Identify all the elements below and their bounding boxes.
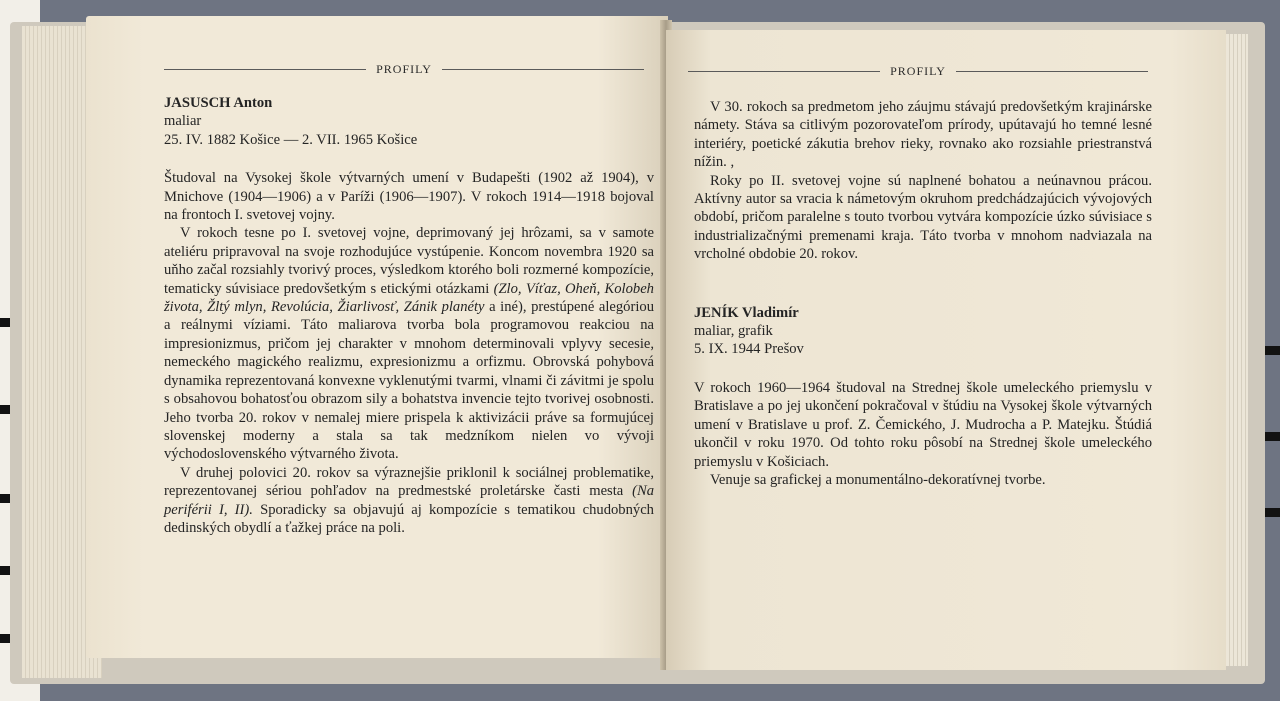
right-page <box>666 30 1226 670</box>
paragraph: V 30. rokoch sa predmetom jeho záujmu stávajú predovšetkým krajinárske námety. Stáva sa citlivým pozorovateľom prírody, upútavajú ho temné lesné interiéry, poetické zákutia brehov rieky, rovnako ako rozsiahle priestranstvá nížin. , <box>694 99 1152 171</box>
paragraph: V rokoch 1960—1964 študoval na Strednej škole umeleckého priemyslu v Bratislave a po jej ukončení pokračoval v štúdiu na Vysokej škole výtvarných umení v Bratislave u prof. Z. Čemického, J. Mudrocha a P. Matejku. Štúdiá ukončil v roku 1970. Od tohto roku pôsobí na Strednej škole umeleckého priemyslu v Košiciach. <box>694 379 1152 470</box>
right-page-text <box>694 98 1152 489</box>
artist-dates: 5. IX. 1944 Prešov <box>694 341 804 358</box>
left-page-text <box>164 94 654 537</box>
paragraph: Roky po II. svetovej vojne sú naplnené bohatou a neúnavnou prácou. Aktívny autor sa vracia k námetovým okruhom predchádzajúcich vývojových období, pričom paralelne s touto tvorbou vytvára kompozície úzko súvisiace s industrializačnými premenami kraja. Táto tvorba v mnohom nadviazala na vrcholné obdobie 20. rokov. <box>694 172 1152 263</box>
artist-dates: 25. IV. 1882 Košice — 2. VII. 1965 Košice <box>164 131 418 148</box>
artist-name: JASUSCH Anton <box>164 95 273 111</box>
spacer <box>694 264 1152 304</box>
spacer <box>164 149 654 169</box>
artist-role: maliar, grafik <box>694 323 773 340</box>
paragraph: Venuje sa grafickej a monumentálno-dekoratívnej tvorbe. <box>710 471 1046 488</box>
work-titles: (Na periférii I, II). <box>164 483 654 518</box>
header-label: PROFILY <box>890 64 946 78</box>
header-rule <box>442 69 644 70</box>
paragraph <box>164 224 654 463</box>
spacer <box>694 359 1152 379</box>
header-rule <box>956 71 1148 72</box>
artist-role: maliar <box>164 113 202 130</box>
paragraph <box>164 464 654 538</box>
right-page-header <box>688 64 1148 79</box>
header-rule <box>688 71 880 72</box>
paragraph-text: Sporadicky sa objavujú aj kompozície s tematikou chudobných dedinských obydlí a ťažkej práce na poli. <box>164 501 654 536</box>
artist-name: JENÍK Vladimír <box>694 304 799 321</box>
left-page <box>86 16 668 658</box>
header-label: PROFILY <box>376 62 432 76</box>
paragraph: Študoval na Vysokej škole výtvarných umení v Budapešti (1902 až 1904), v Mnichove (1904—1906) a v Paríži (1906—1907). V rokoch 1914—1918 bojoval na frontoch I. svetovej vojny. <box>164 170 654 224</box>
paragraph-text: a iné), prestúpené alegóriou a reálnymi víziami. Táto maliarova tvorba bola programovou reakciou na impresionizmus, pričom jej charakter v mnohom determinovali vplyvy secesie, nemeckého magického realizmu, expresionizmu a orfizmu. Obrovská pohybová dynamika reprezentovaná konvexne vyklenutými tvarmi, vlnami či závitmi je spolu s obsahovou bohatosťou obrazom sily a bohatstva invencie tejto tvorivej osobnosti. Jeho tvorba 20. rokov v nemalej miere prispela k aktivizácii práve sa formujúcej slovenskej moderny a stala sa tak medzníkom nielen vo vývoji východoslovenského výtvarného života. <box>164 299 654 463</box>
header-rule <box>164 69 366 70</box>
left-page-header <box>164 62 644 77</box>
work-titles: (Zlo, Víťaz, Oheň, Kolobeh života, Žltý mlyn, Revolúcia, Žiarlivosť, Zánik planéty <box>164 280 654 316</box>
paragraph-text: V druhej polovici 20. rokov sa výraznejšie priklonil k sociálnej problematike, reprezentovanej sériou pohľadov na predmestské proletárske časti mesta <box>164 464 654 500</box>
paragraph-text: V rokoch tesne po I. svetovej vojne, deprimovaný jej hrôzami, sa v samote ateliéru pripravoval na svoje rozhodujúce vystúpenie. Koncom novembra 1920 sa uňho začal rozsiahly tvorivý proces, výsledkom ktorého boli rozmerné kompozície, tematicky súvisiace predovšetkým s etickými otázkami <box>164 225 654 297</box>
